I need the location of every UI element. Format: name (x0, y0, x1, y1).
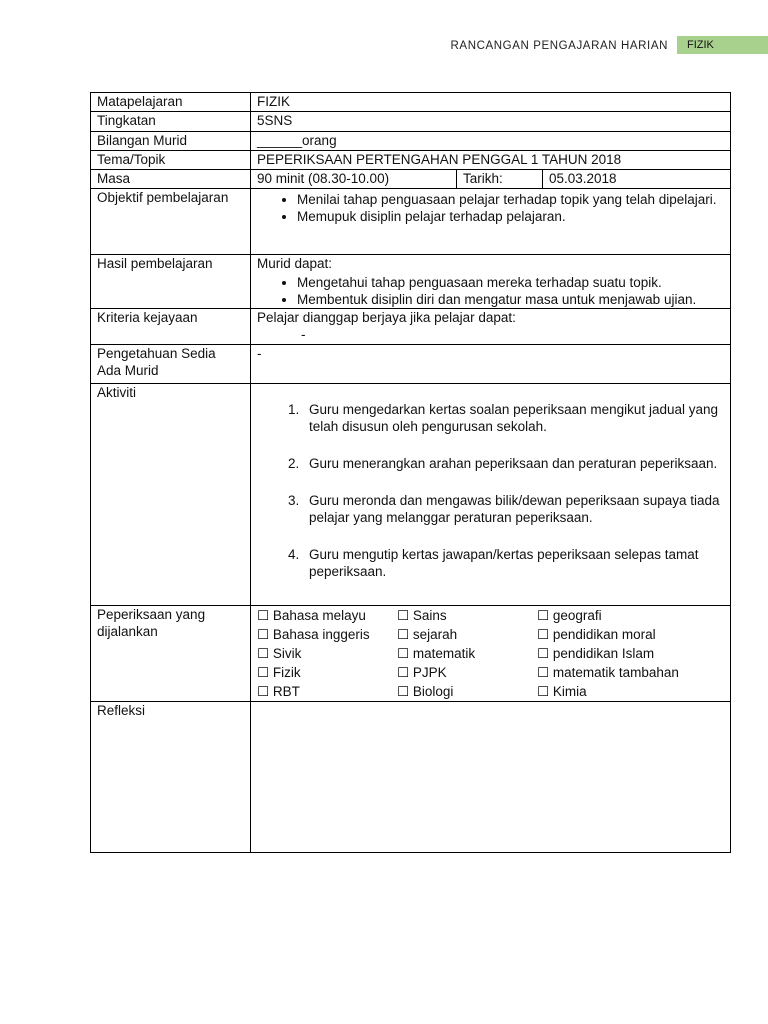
label-kriteria: Kriteria kejayaan (91, 309, 251, 345)
value-masa: 90 minit (08.30-10.00) (251, 170, 457, 189)
label-tingkatan: Tingkatan (91, 112, 251, 132)
header-title: RANCANGAN PENGAJARAN HARIAN (450, 40, 668, 52)
list-item: 1. Guru mengedarkan kertas soalan peperiksaan mengikut jadual yang telah disusun oleh pengurusan sekolah. (303, 401, 724, 435)
label-pengetahuan-line1: Pengetahuan Sedia (97, 346, 216, 361)
list-item: 3. Guru meronda dan mengawas bilik/dewan peperiksaan supaya tiada pelajar yang melanggar peraturan peperiksaan. (303, 492, 724, 526)
label-peperiksaan (91, 606, 251, 702)
label-aktiviti: Aktiviti (91, 384, 251, 606)
label-hasil: Hasil pembelajaran (91, 255, 251, 309)
kriteria-dash: - (301, 327, 306, 342)
checkbox-fizik[interactable]: ☐ Fizik (257, 665, 301, 680)
value-refleksi[interactable] (251, 702, 731, 853)
label-refleksi: Refleksi (91, 702, 251, 853)
value-aktiviti (251, 384, 731, 606)
row-hasil (91, 255, 731, 309)
checkbox-bahasa-melayu[interactable]: ☐ Bahasa melayu (257, 608, 366, 623)
list-item: • Mengetahui tahap penguasaan mereka terhadap suatu topik. (297, 274, 724, 291)
label-pengetahuan-line2: Ada Murid (97, 363, 159, 378)
value-tarikh: 05.03.2018 (543, 170, 731, 189)
row-masa (91, 170, 731, 189)
checkbox-sejarah[interactable]: ☐ sejarah (397, 627, 458, 642)
value-hasil (251, 255, 731, 309)
checkbox-kimia[interactable]: ☐ Kimia (537, 684, 587, 699)
checkbox-pendidikan-moral[interactable]: ☐ pendidikan moral (537, 627, 656, 642)
exam-checkbox-grid (257, 606, 724, 701)
row-tema (91, 151, 731, 170)
list-item: • Menilai tahap penguasaan pelajar terhadap topik yang telah dipelajari. (297, 191, 724, 208)
value-kriteria (251, 309, 731, 345)
row-aktiviti (91, 384, 731, 606)
list-item: • Membentuk disiplin diri dan mengatur masa untuk menjawab ujian. (297, 291, 724, 308)
hasil-list (257, 274, 724, 308)
page-header (0, 36, 768, 56)
value-tingkatan: 5SNS (251, 112, 731, 132)
checkbox-bahasa-inggeris[interactable]: ☐ Bahasa inggeris (257, 627, 370, 642)
row-refleksi (91, 702, 731, 853)
value-objektif (251, 189, 731, 255)
lesson-plan-table (90, 92, 731, 853)
label-masa: Masa (91, 170, 251, 189)
checkbox-biologi[interactable]: ☐ Biologi (397, 684, 454, 699)
objektif-list (257, 191, 724, 225)
value-bilangan-murid: ______orang (251, 132, 731, 151)
checkbox-sivik[interactable]: ☐ Sivik (257, 646, 302, 661)
checkbox-matematik-tambahan[interactable]: ☐ matematik tambahan (537, 665, 679, 680)
label-matapelajaran: Matapelajaran (91, 93, 251, 112)
value-peperiksaan (251, 606, 731, 702)
label-tarikh: Tarikh: (457, 170, 543, 189)
row-kriteria (91, 309, 731, 345)
row-tingkatan (91, 112, 731, 132)
checkbox-matematik[interactable]: ☐ matematik (397, 646, 476, 661)
row-bilangan-murid (91, 132, 731, 151)
aktiviti-list (257, 401, 724, 580)
value-matapelajaran: FIZIK (251, 93, 731, 112)
row-matapelajaran (91, 93, 731, 112)
subject-badge: FIZIK (677, 36, 768, 54)
checkbox-pjpk[interactable]: ☐ PJPK (397, 665, 447, 680)
list-item: 4. Guru mengutip kertas jawapan/kertas peperiksaan selepas tamat peperiksaan. (303, 546, 724, 580)
label-objektif: Objektif pembelajaran (91, 189, 251, 255)
checkbox-geografi[interactable]: ☐ geografi (537, 608, 602, 623)
value-pengetahuan: - (251, 345, 731, 384)
label-tema: Tema/Topik (91, 151, 251, 170)
row-pengetahuan (91, 345, 731, 384)
row-objektif (91, 189, 731, 255)
checkbox-pendidikan-islam[interactable]: ☐ pendidikan Islam (537, 646, 655, 661)
label-bilangan-murid: Bilangan Murid (91, 132, 251, 151)
list-item: 2. Guru menerangkan arahan peperiksaan dan peraturan peperiksaan. (303, 455, 724, 472)
label-peperiksaan-line1: Peperiksaan yang (97, 607, 206, 622)
value-tema: PEPERIKSAAN PERTENGAHAN PENGGAL 1 TAHUN 2018 (251, 151, 731, 170)
row-peperiksaan (91, 606, 731, 702)
kriteria-intro: Pelajar dianggap berjaya jika pelajar dapat: (257, 310, 516, 325)
checkbox-rbt[interactable]: ☐ RBT (257, 684, 300, 699)
list-item: • Memupuk disiplin pelajar terhadap pelajaran. (297, 208, 724, 225)
label-pengetahuan (91, 345, 251, 384)
hasil-intro: Murid dapat: (257, 256, 333, 271)
label-peperiksaan-line2: dijalankan (97, 624, 158, 639)
checkbox-sains[interactable]: ☐ Sains (397, 608, 447, 623)
